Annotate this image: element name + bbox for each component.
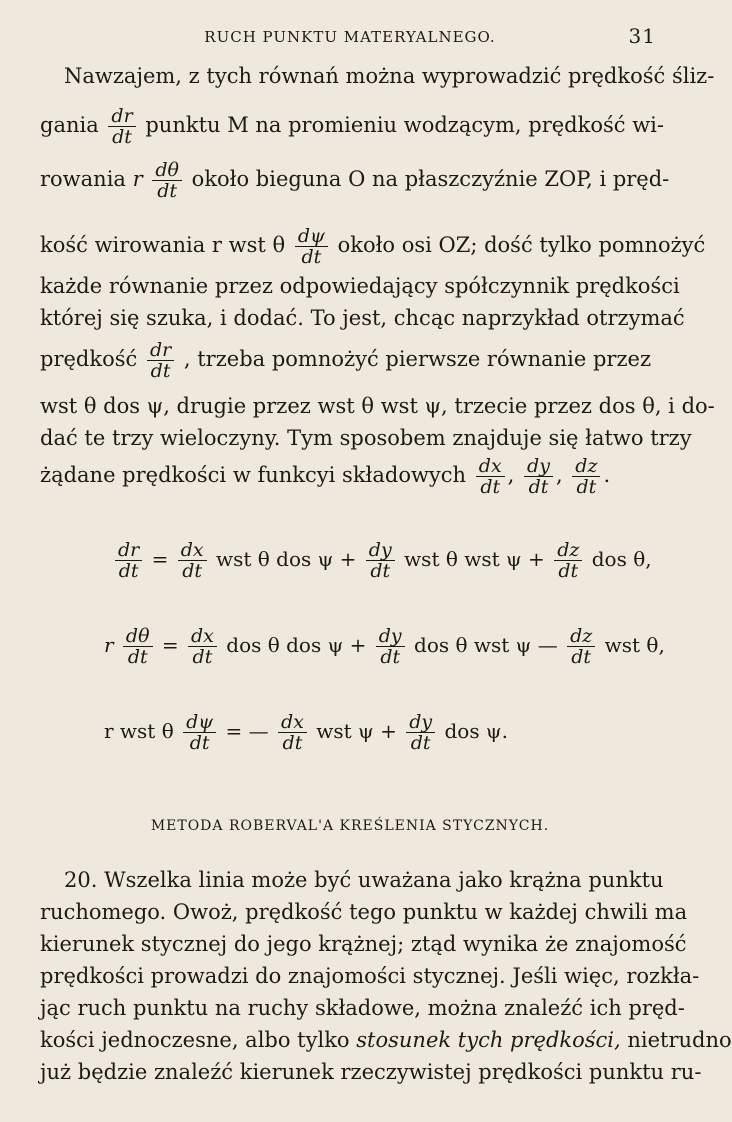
- fraction-dy-dt: $\frac{dy}{dt}$: [524, 456, 553, 497]
- text-line: jąc ruch punktu na ruchy składowe, można znaleźć ich pręd-: [40, 996, 685, 1020]
- text-line: kierunek stycznej do jego krążnej; ztąd wynika że znajomość: [40, 932, 687, 956]
- fraction-dx-dt: $\frac{dx}{dt}$: [476, 456, 505, 497]
- fraction-dr-dt: $\frac{dr}{dt}$: [147, 340, 174, 381]
- text-line: prędkości prowadzi do znajomości stycznej. Jeśli więc, rozkła-: [40, 964, 700, 988]
- fraction-dz-dt: $\frac{dz}{dt}$: [572, 456, 600, 497]
- text-line: której się szuka, i dodać. To jest, chcąc naprzykład otrzymać: [40, 306, 685, 330]
- fraction-dpsi-dt: $\frac{d\psi}{dt}$: [295, 226, 328, 267]
- fraction-dtheta-dt: $\frac{d\theta}{dt}$: [152, 160, 182, 201]
- text-line: prędkość $\frac{dr}{dt}$ , trzeba pomnożyć pierwsze równanie przez: [40, 339, 652, 382]
- equation-2: r $\frac{d\theta}{dt}$ = $\frac{dx}{dt}$ dos θ dos ψ + $\frac{dy}{dt}$ dos θ wst ψ — $\frac{dz}{dt}$ wst θ,: [104, 625, 665, 668]
- text-line: każde równanie przez odpowiedający spółczynnik prędkości: [40, 274, 680, 298]
- text-line: już będzie znaleźć kierunek rzeczywistej prędkości punktu ru-: [40, 1060, 702, 1084]
- equation-1: $\frac{dr}{dt}$ = $\frac{dx}{dt}$ wst θ dos ψ + $\frac{dy}{dt}$ wst θ wst ψ + $\frac{dz}{dt}$ dos θ,: [112, 540, 652, 581]
- text-line: dać te trzy wieloczyny. Tym sposobem znajduje się łatwo trzy: [40, 426, 692, 450]
- text-line: żądane prędkości w funkcyi składowych $\frac{dx}{dt}$ , $\frac{dy}{dt}$ , $\frac{dz}{dt}$ .: [40, 455, 611, 498]
- text-line: 20. Wszelka linia może być uważana jako krążna punktu: [64, 868, 664, 892]
- page-number: 31: [628, 24, 656, 48]
- text-line: gania $\frac{dr}{dt}$ punktu M na promieniu wodzącym, prędkość wi-: [40, 105, 664, 148]
- text-line: wst θ dos ψ, drugie przez wst θ wst ψ, trzecie przez dos θ, i do-: [40, 394, 715, 418]
- fraction-dr-dt: $\frac{dr}{dt}$: [108, 106, 135, 147]
- running-title: RUCH PUNKTU MATERYALNEGO.: [204, 28, 496, 46]
- text-line: kości jednoczesne, albo tylko stosunek tych prędkości, nietrudno: [40, 1028, 732, 1052]
- text-line: kość wirowania r wst θ $\frac{d\psi}{dt}$ około osi OZ; dość tylko pomnożyć: [40, 225, 706, 268]
- equation-3: r wst θ $\frac{d\psi}{dt}$ = — $\frac{dx}{dt}$ wst ψ + $\frac{dy}{dt}$ dos ψ.: [104, 711, 508, 754]
- section-heading: METODA ROBERVAL'A KREŚLENIA STYCZNYCH.: [150, 818, 550, 834]
- text-line: ruchomego. Owoż, prędkość tego punktu w każdej chwili ma: [40, 900, 688, 924]
- text-line: Nawzajem, z tych równań można wyprowadzić prędkość śliz-: [64, 64, 715, 88]
- text-line: rowania r $\frac{d\theta}{dt}$ około bieguna O na płaszczyźnie ZOP, i pręd-: [40, 159, 670, 202]
